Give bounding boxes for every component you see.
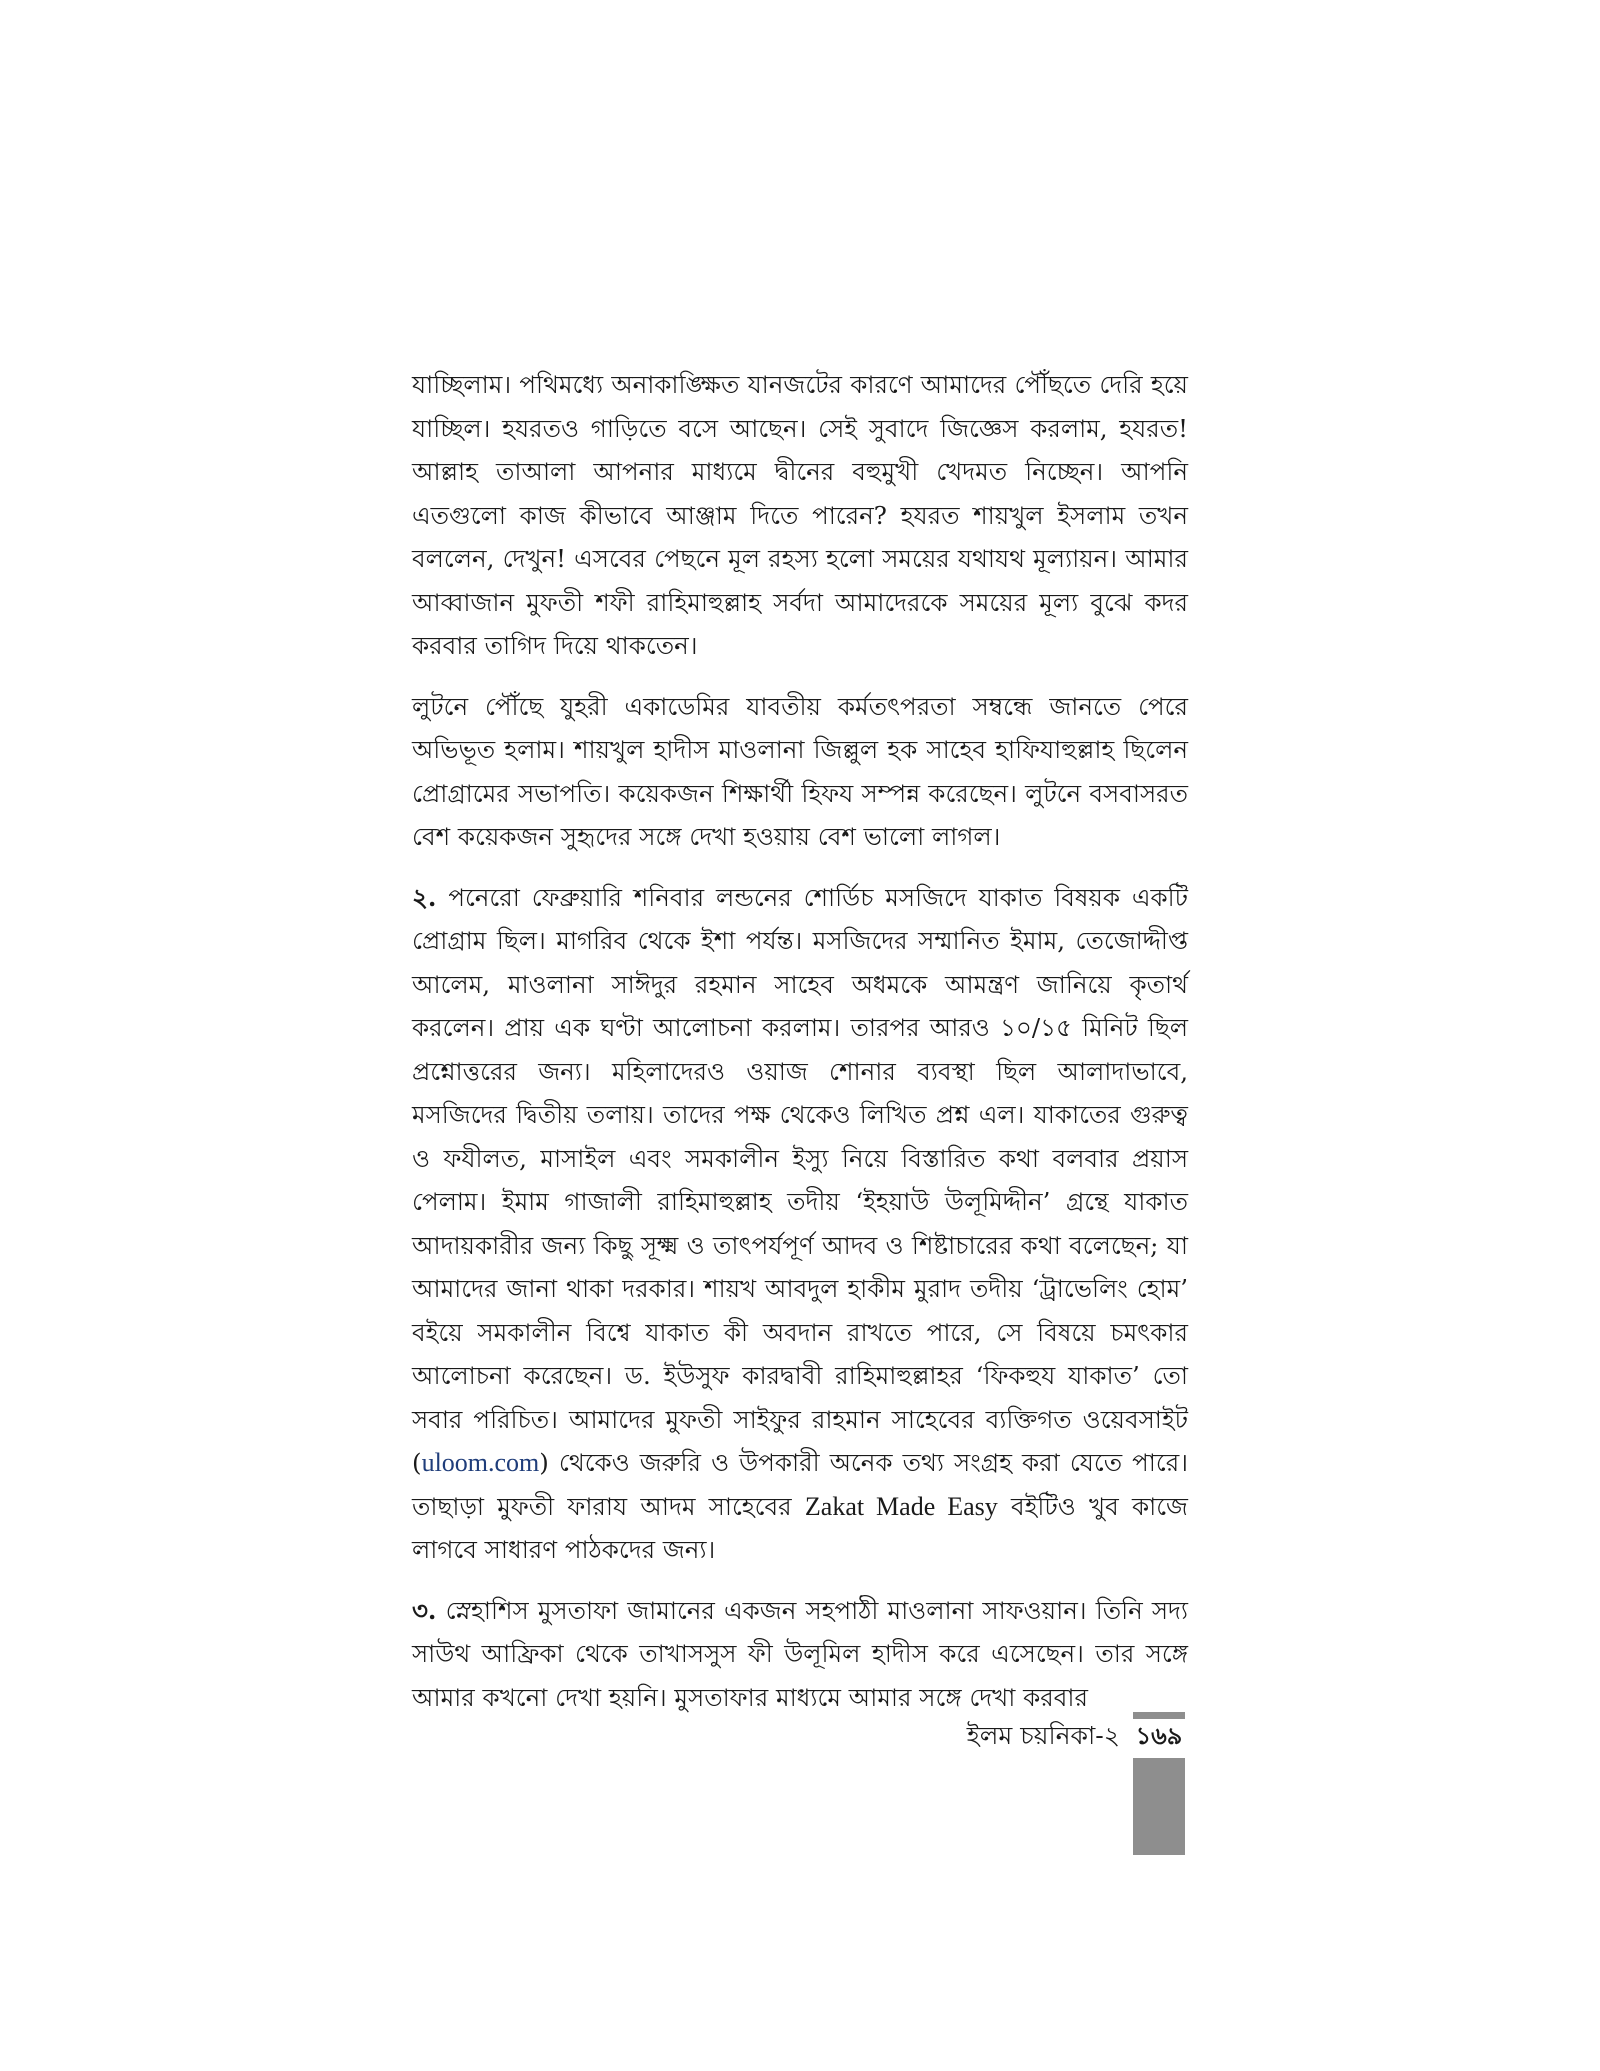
page-body: [412, 363, 1188, 1736]
paragraph-3-text-before: পনেরো ফেব্রুয়ারি শনিবার লন্ডনের শোর্ডিচ মসজিদে যাকাত বিষয়ক একটি প্রোগ্রাম ছিল। মাগরিব থেকে ইশা পর্যন্ত। মসজিদের সম্মানিত ইমাম, তেজোদ্দীপ্ত আলেম, মাওলানা সাঈদুর রহমান সাহেব অধমকে আমন্ত্রণ জানিয়ে কৃতার্থ করলেন। প্রায় এক ঘণ্টা আলোচনা করলাম। তারপর আরও ১০/১৫ মিনিট ছিল প্রশ্নোত্তরের জন্য। মহিলাদেরও ওয়াজ শোনার ব্যবস্থা ছিল আলাদাভাবে, মসজিদের দ্বিতীয় তলায়। তাদের পক্ষ থেকেও লিখিত প্রশ্ন এল। যাকাতের গুরুত্ব ও ফযীলত, মাসাইল এবং সমকালীন ইস্যু নিয়ে বিস্তারিত কথা বলবার প্রয়াস পেলাম। ইমাম গাজালী রাহিমাহুল্লাহ তদীয় ‘ইহয়াউ উলূমিদ্দীন’ গ্রন্থে যাকাত আদায়কারীর জন্য কিছু সূক্ষ্ম ও তাৎপর্যপূর্ণ আদব ও শিষ্টাচারের কথা বলেছেন; যা আমাদের জানা থাকা দরকার। শায়খ আবদুল হাকীম মুরাদ তদীয় ‘ট্রাভেলিং হোম’ বইয়ে সমকালীন বিশ্বে যাকাত কী অবদান রাখতে পারে, সে বিষয়ে চমৎকার আলোচনা করেছেন। ড. ইউসুফ কারদ্বাবী রাহিমাহুল্লাহর ‘ফিকহুয যাকাত’ তো সবার পরিচিত। আমাদের মুফতী সাইফুর রাহমান সাহেবের ব্যক্তিগত ওয়েবসাইট (: [412, 882, 1188, 1477]
paragraph-2: [412, 685, 1188, 859]
paragraph-4: [412, 1589, 1188, 1720]
paragraph-1-text: যাচ্ছিলাম। পথিমধ্যে অনাকাঙ্ক্ষিত যানজটের কারণে আমাদের পৌঁছতে দেরি হয়ে যাচ্ছিল। হযরতও গাড়িতে বসে আছেন। সেই সুবাদে জিজ্ঞেস করলাম, হযরত! আল্লাহ তাআলা আপনার মাধ্যমে দ্বীনের বহুমুখী খেদমত নিচ্ছেন। আপনি এতগুলো কাজ কীভাবে আঞ্জাম দিতে পারেন? হযরত শায়খুল ইসলাম তখন বললেন, দেখুন! এসবের পেছনে মূল রহস্য হলো সময়ের যথাযথ মূল্যায়ন। আমার আব্বাজান মুফতী শফী রাহিমাহুল্লাহ সর্বদা আমাদেরকে সময়ের মূল্য বুঝে কদর করবার তাগিদ দিয়ে থাকতেন।: [412, 370, 1188, 660]
paragraph-1: [412, 363, 1188, 668]
paragraph-3-number: ২.: [412, 882, 437, 912]
website-link[interactable]: uloom.com: [421, 1448, 540, 1477]
book-title: Zakat Made Easy: [804, 1491, 998, 1521]
paragraph-3: [412, 876, 1188, 1572]
paragraph-3-text-middle: ) থেকেও জরুরি ও উপকারী অনেক তথ্য সংগ্রহ করা যেতে পারে। তাছাড়া মুফতী ফারায আদম সাহেবের: [412, 1448, 1188, 1521]
paragraph-4-text: স্নেহাশিস মুসতাফা জামানের একজন সহপাঠী মাওলানা সাফওয়ান। তিনি সদ্য সাউথ আফ্রিকা থেকে তাখাসসুস ফী উলূমিল হাদীস করে এসেছেন। তার সঙ্গে আমার কখনো দেখা হয়নি। মুসতাফার মাধ্যমে আমার সঙ্গে দেখা করবার: [412, 1595, 1188, 1712]
paragraph-2-text: লুটনে পৌঁছে যুহরী একাডেমির যাবতীয় কর্মতৎপরতা সম্বন্ধে জানতে পেরে অভিভূত হলাম। শায়খুল হাদীস মাওলানা জিল্লুল হক সাহেব হাফিযাহুল্লাহ ছিলেন প্রোগ্রামের সভাপতি। কয়েকজন শিক্ষার্থী হিফয সম্পন্ন করেছেন। লুটনে বসবাসরত বেশ কয়েকজন সুহৃদের সঙ্গে দেখা হওয়ায় বেশ ভালো লাগল।: [412, 691, 1188, 851]
paragraph-3-text-after: বইটিও খুব কাজে লাগবে সাধারণ পাঠকদের জন্য।: [412, 1491, 1188, 1564]
running-title: ইলম চয়নিকা-২: [966, 1721, 1120, 1750]
page-number: ১৬৯: [1135, 1721, 1183, 1750]
paragraph-4-number: ৩.: [412, 1595, 437, 1625]
